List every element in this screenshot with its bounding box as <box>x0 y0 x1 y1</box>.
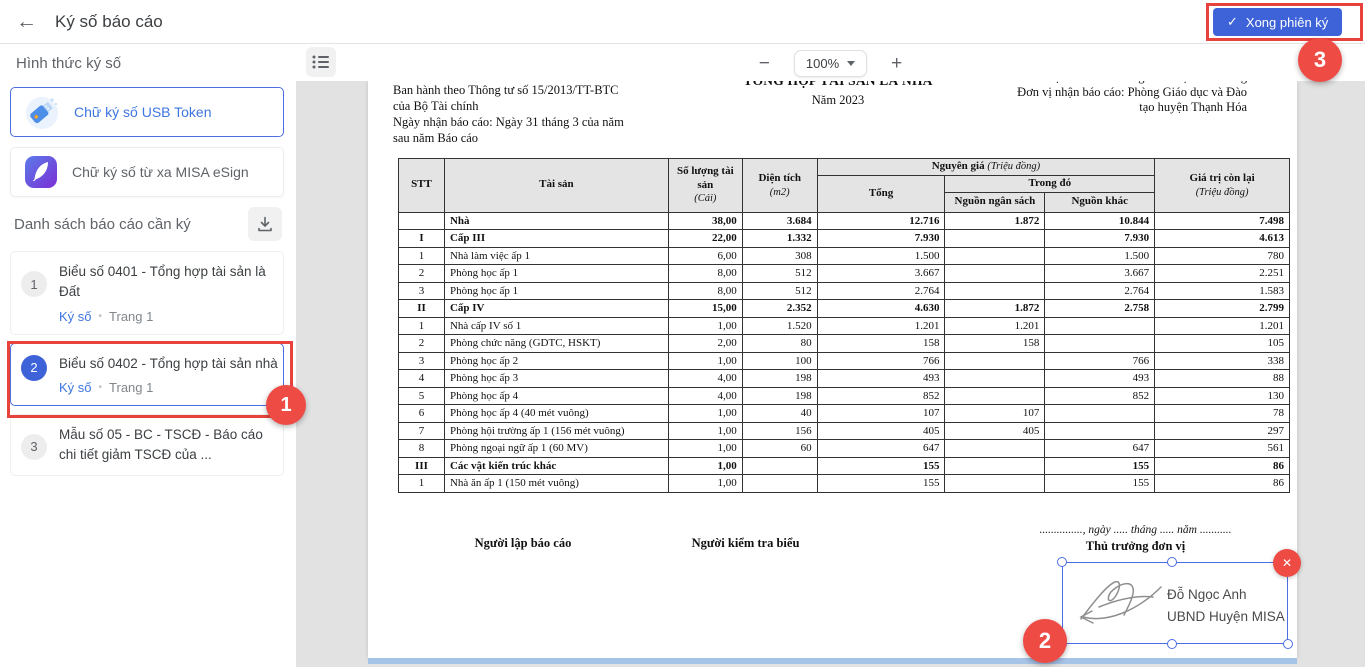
report-title: Mẫu số 05 - BC - TSCĐ - Báo cáo chi tiết giảm TSCĐ của ... <box>59 426 263 462</box>
report-page-label: Trang 1 <box>109 308 154 324</box>
document-header <box>368 81 1297 155</box>
table-row: 8 Phòng ngoại ngữ ấp 1 (60 MV) 1,00 60 647 647 561 <box>399 440 1290 458</box>
page-title: Ký số báo cáo <box>55 11 163 31</box>
method-usb-token-label: Chữ ký số USB Token <box>74 104 212 120</box>
table-row: Nhà 38,00 3.684 12.716 1.872 10.844 7.498 <box>399 212 1290 230</box>
report-number-badge: 3 <box>21 434 47 460</box>
report-number-badge: 2 <box>21 355 47 381</box>
method-misa-esign[interactable] <box>10 147 284 197</box>
top-bar <box>0 0 1365 44</box>
next-page-edge <box>368 658 1297 664</box>
step-badge-3: 3 <box>1298 38 1342 82</box>
finish-session-label: Xong phiên ký <box>1245 14 1329 30</box>
document-viewer <box>296 45 1365 667</box>
zoom-in-button[interactable]: + <box>891 52 903 74</box>
remove-signature-button[interactable] <box>1273 549 1301 577</box>
report-title: Biểu số 0402 - Tổng hợp tài sản nhà <box>59 355 278 371</box>
step-badge-1: 1 <box>266 385 306 425</box>
resize-handle[interactable] <box>1167 557 1177 567</box>
table-row: 5 Phòng học ấp 4 4,00 198 852 852 130 <box>399 387 1290 405</box>
sign-link[interactable]: Ký số <box>59 308 92 324</box>
resize-handle[interactable] <box>1283 639 1293 649</box>
signature-text <box>1167 584 1285 629</box>
table-row: 6 Phòng học ấp 4 (40 mét vuông) 1,00 40 107 107 78 <box>399 405 1290 423</box>
checker-label: Người kiểm tra biểu <box>691 536 800 550</box>
dot-separator: • <box>98 381 103 393</box>
asset-table: STT Tài sản Số lượng tài sản (Cái) Diện tích (m2) Nguyên giá (Triệu đồng) Giá trị còn lại (Triệu đồng) Tổng Trong đó Nguồn ngân sách Nguồn khác Nhà 38,00 3.684 12.716 1.872 10.844 7.498 I Cấp III 22,00 1.332 7.930 7.930 4.613 1 Nhà làm việc ấp 1 6,00 308 1.500 1.500 780 2 Phòng học ấp 1 8,00 512 3.667 3.667 2.251 3 Phòng học ấp 1 8,00 512 2.764 2.764 1.583 II Cấp IV 15,00 2.352 4.630 1.872 2.758 2.799 1 Nhà cấp IV số 1 1,00 1.520 1.201 1.201 1.201 2 Phòng chức năng (GDTC, HSKT) 2,00 80 158 158 105 3 Phòng học ấp 2 1,00 100 766 766 338 4 Phòng học ấp 3 4,00 198 493 493 88 5 Phòng học ấp 4 4,00 198 852 852 130 6 Phòng học ấp 4 (40 mét vuông) 1,00 40 107 107 78 7 Phòng hội trường ấp 1 (156 mét vuông) 1,00 156 405 405 297 8 Phòng ngoại ngữ ấp 1 (60 MV) 1,00 60 647 647 561 III Các vật kiến trúc khác 1,00 155 155 86 1 Nhà ăn ấp 1 (150 mét vuông) 1,00 155 155 86 <box>398 158 1290 493</box>
resize-handle[interactable] <box>1167 639 1177 649</box>
viewer-toolbar <box>296 45 1365 81</box>
report-list-title: Danh sách báo cáo cần ký <box>14 215 191 233</box>
table-row: II Cấp IV 15,00 2.352 4.630 1.872 2.758 2.799 <box>399 300 1290 318</box>
signing-method-title: Hình thức ký số <box>16 54 122 72</box>
chevron-down-icon <box>847 61 855 66</box>
report-page-label: Trang 1 <box>109 379 154 395</box>
usb-token-icon <box>23 93 61 131</box>
head-of-unit-label: Thủ trưởng đơn vị <box>1085 539 1186 553</box>
report-item-0402-selected[interactable] <box>10 343 284 406</box>
signature-box[interactable] <box>1062 556 1293 644</box>
zoom-out-button[interactable]: − <box>758 52 770 74</box>
table-row: 3 Phòng học ấp 1 8,00 512 2.764 2.764 1.583 <box>399 282 1290 300</box>
report-title: Biểu số 0401 - Tổng hợp tài sản là Đất <box>59 264 266 300</box>
method-misa-esign-label: Chữ ký số từ xa MISA eSign <box>72 164 249 180</box>
list-toggle-button[interactable] <box>306 47 336 77</box>
signature-scribble <box>1065 571 1175 635</box>
table-row: 2 Phòng học ấp 1 8,00 512 3.667 3.667 2.251 <box>399 265 1290 283</box>
table-row: 1 Nhà cấp IV số 1 1,00 1.520 1.201 1.201 1.201 <box>399 317 1290 335</box>
table-row: I Cấp III 22,00 1.332 7.930 7.930 4.613 <box>399 230 1290 248</box>
report-item-0401[interactable] <box>10 251 284 335</box>
zoom-level-value: 100% <box>805 55 840 71</box>
sidebar <box>0 45 296 667</box>
report-year: Năm 2023 <box>811 93 865 107</box>
table-row: 4 Phòng học ấp 3 4,00 198 493 493 88 <box>399 370 1290 388</box>
check-icon: ✓ <box>1227 14 1238 29</box>
table-row: 1 Nhà làm việc ấp 1 6,00 308 1.500 1.500 780 <box>399 247 1290 265</box>
report-meta-right: Đơn vị nhận báo cáo: Phòng Giáo dục và Đào tạo huyện Thạnh Hóa <box>1017 85 1247 114</box>
table-row: 1 Nhà ăn ấp 1 (150 mét vuông) 1,00 155 155 86 <box>399 475 1290 493</box>
document-page <box>368 81 1297 658</box>
esign-icon <box>23 154 59 190</box>
method-usb-token[interactable] <box>10 87 284 137</box>
table-row: III Các vật kiến trúc khác 1,00 155 155 86 <box>399 457 1290 475</box>
download-icon <box>256 215 274 233</box>
signer-org: UBND Huyện MISA <box>1167 609 1285 625</box>
table-row: 3 Phòng học ấp 2 1,00 100 766 766 338 <box>399 352 1290 370</box>
back-icon[interactable]: ← <box>16 10 37 33</box>
asset-table-body <box>399 212 1290 492</box>
report-number-badge: 1 <box>21 271 47 297</box>
table-row: 2 Phòng chức năng (GDTC, HSKT) 2,00 80 158 158 105 <box>399 335 1290 353</box>
report-item-05[interactable] <box>10 414 284 477</box>
resize-handle[interactable] <box>1057 557 1067 567</box>
dot-separator: • <box>98 310 103 322</box>
table-row: 7 Phòng hội trường ấp 1 (156 mét vuông) 1,00 156 405 405 297 <box>399 422 1290 440</box>
signer-name: Đỗ Ngọc Anh <box>1167 587 1247 602</box>
list-icon <box>312 55 330 69</box>
report-meta-left: Ban hành theo Thông tư số 15/2013/TT-BTC của Bộ Tài chính Ngày nhận báo cáo: Ngày 31 tháng 3 của năm sau năm Báo cáo <box>393 83 624 145</box>
sign-link[interactable]: Ký số <box>59 379 92 395</box>
finish-session-button[interactable] <box>1213 8 1342 36</box>
preparer-label: Người lập báo cáo <box>474 536 572 550</box>
download-button[interactable] <box>248 207 282 241</box>
date-line: ..............., ngày ..... tháng ..... năm ........... <box>1039 524 1232 536</box>
close-icon: ✕ <box>1281 556 1293 570</box>
step-badge-2: 2 <box>1023 619 1067 663</box>
zoom-level-select[interactable] <box>794 50 867 77</box>
